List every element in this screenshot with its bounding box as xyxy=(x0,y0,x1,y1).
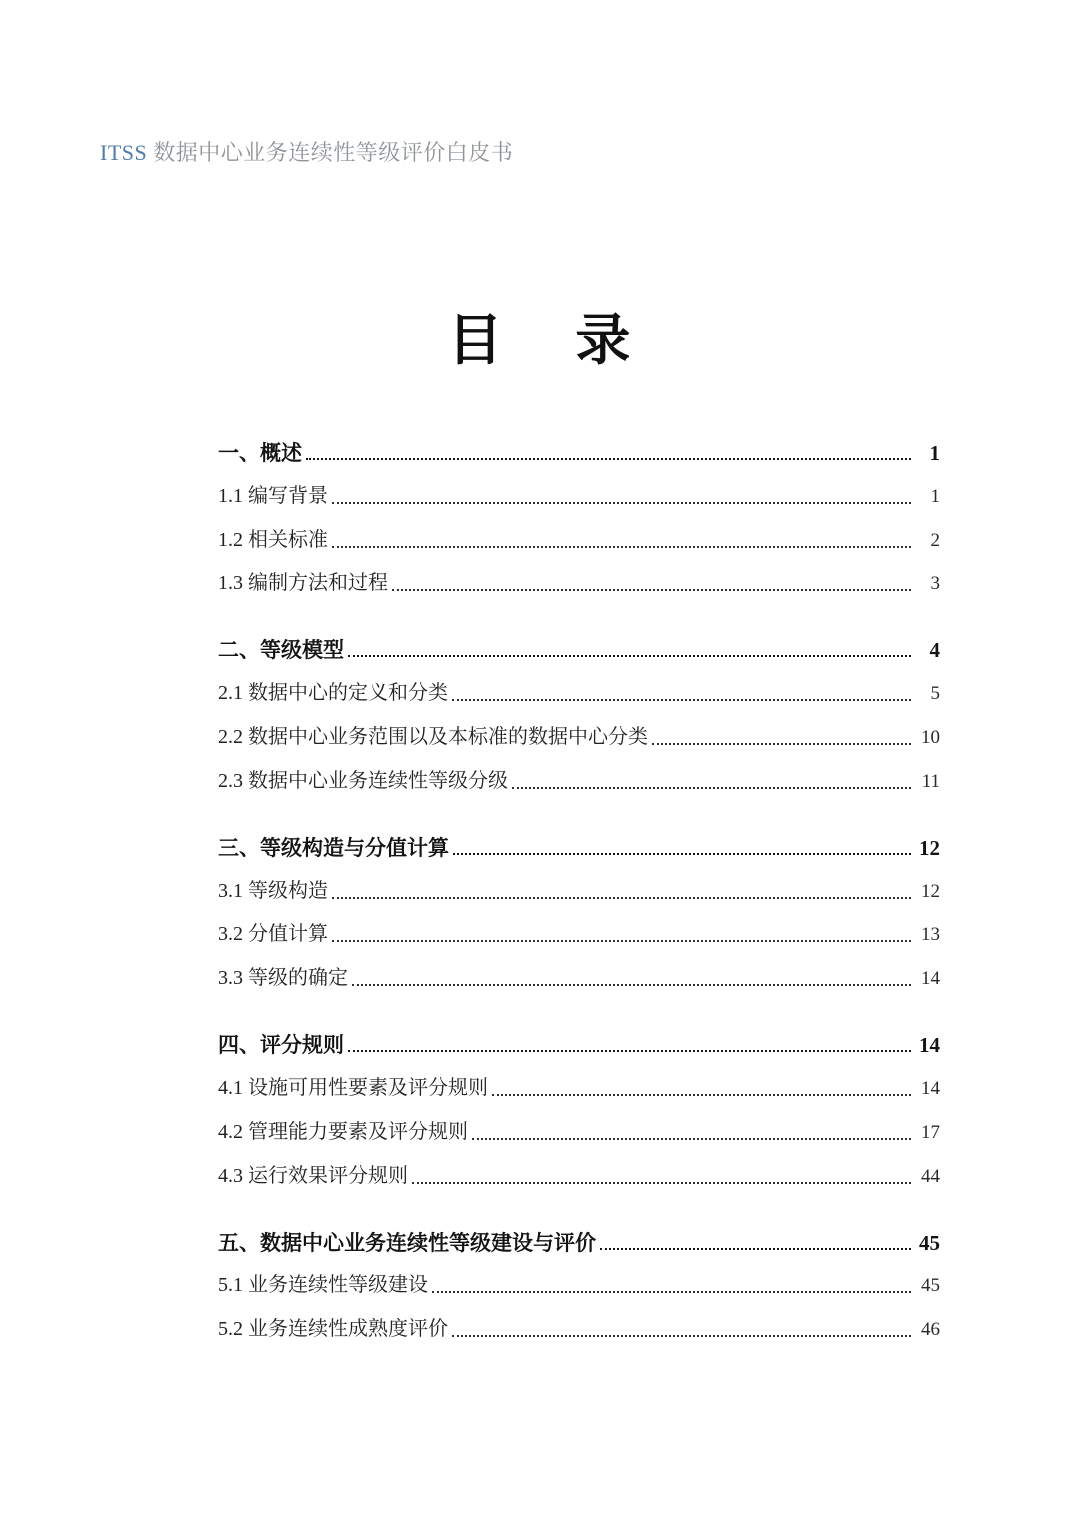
toc-entry-page: 44 xyxy=(921,1165,940,1187)
toc-entry-label: 3.1 等级构造 xyxy=(218,879,328,902)
toc-item-row xyxy=(218,1273,940,1298)
toc-entry-label: 4.1 设施可用性要素及评分规则 xyxy=(218,1076,488,1099)
toc-entry-page: 1 xyxy=(930,485,940,507)
toc-entry-label: 2.1 数据中心的定义和分类 xyxy=(218,682,448,705)
dot-leader xyxy=(472,1138,911,1140)
toc-entry-page: 10 xyxy=(921,726,940,748)
dot-leader xyxy=(332,502,911,504)
toc-entry-label: 一、概述 xyxy=(218,441,302,465)
toc-entry-label: 5.2 业务连续性成熟度评价 xyxy=(218,1318,448,1341)
dot-leader xyxy=(452,699,911,701)
toc-entry-label: 3.3 等级的确定 xyxy=(218,967,348,990)
running-header xyxy=(100,136,513,167)
toc-entry-label: 二、等级模型 xyxy=(218,638,344,663)
toc-section-row xyxy=(218,441,940,465)
toc-item-row xyxy=(218,1120,940,1145)
toc-entry-page: 12 xyxy=(921,880,940,902)
dot-leader xyxy=(412,1182,911,1184)
dot-leader xyxy=(306,458,911,460)
toc-entry-page: 2 xyxy=(930,529,940,551)
table-of-contents xyxy=(218,441,940,1361)
toc-entry-page: 14 xyxy=(921,968,940,990)
toc-item-row xyxy=(218,966,940,991)
toc-entry-page: 13 xyxy=(921,924,940,946)
toc-entry-label: 5.1 业务连续性等级建设 xyxy=(218,1274,428,1297)
toc-item-row xyxy=(218,1317,940,1342)
dot-leader xyxy=(452,1335,911,1337)
dot-leader xyxy=(432,1291,911,1293)
dot-leader xyxy=(652,743,911,745)
toc-item-row xyxy=(218,922,940,947)
toc-entry-page: 5 xyxy=(930,683,940,705)
toc-item-row xyxy=(218,879,940,904)
dot-leader xyxy=(453,853,911,855)
dot-leader xyxy=(332,940,911,942)
document-title-text: 数据中心业务连续性等级评价白皮书 xyxy=(153,140,514,165)
toc-entry-label: 三、等级构造与分值计算 xyxy=(218,835,449,860)
toc-entry-page: 46 xyxy=(921,1319,940,1341)
toc-entry-label: 2.3 数据中心业务连续性等级分级 xyxy=(218,769,508,792)
dot-leader xyxy=(332,897,911,899)
toc-entry-label: 3.2 分值计算 xyxy=(218,923,328,946)
dot-leader xyxy=(348,655,911,657)
toc-section-row xyxy=(218,1033,940,1057)
toc-item-row xyxy=(218,681,940,706)
toc-entry-page: 4 xyxy=(929,638,940,663)
toc-section-row xyxy=(218,638,940,662)
toc-item-row xyxy=(218,1164,940,1189)
toc-entry-page: 14 xyxy=(919,1033,940,1058)
dot-leader xyxy=(492,1094,911,1096)
toc-item-row xyxy=(218,725,940,750)
toc-entry-label: 五、数据中心业务连续性等级建设与评价 xyxy=(218,1230,596,1255)
toc-entry-page: 11 xyxy=(921,770,940,792)
page-title: 目 录 xyxy=(447,310,633,371)
toc-entry-label: 4.3 运行效果评分规则 xyxy=(218,1164,408,1187)
toc-entry-label: 2.2 数据中心业务范围以及本标准的数据中心分类 xyxy=(218,725,648,748)
dot-leader xyxy=(512,787,911,789)
dot-leader xyxy=(352,984,911,986)
toc-entry-label: 1.3 编制方法和过程 xyxy=(218,572,388,595)
toc-item-row xyxy=(218,1076,940,1101)
dot-leader xyxy=(332,546,911,548)
toc-section-row xyxy=(218,1231,940,1255)
toc-section-row xyxy=(218,836,940,860)
toc-entry-page: 14 xyxy=(921,1077,940,1099)
toc-item-row xyxy=(218,484,940,509)
toc-entry-page: 45 xyxy=(919,1230,940,1255)
toc-entry-page: 1 xyxy=(929,441,940,465)
toc-entry-label: 四、评分规则 xyxy=(218,1033,344,1058)
toc-entry-page: 3 xyxy=(930,573,940,595)
toc-entry-page: 12 xyxy=(919,835,940,860)
toc-entry-label: 4.2 管理能力要素及评分规则 xyxy=(218,1120,468,1143)
toc-item-row xyxy=(218,769,940,794)
toc-entry-label: 1.2 相关标准 xyxy=(218,528,328,551)
toc-item-row xyxy=(218,571,940,596)
dot-leader xyxy=(392,589,911,591)
dot-leader xyxy=(348,1050,911,1052)
toc-entry-label: 1.1 编写背景 xyxy=(218,484,328,507)
toc-item-row xyxy=(218,528,940,553)
itss-brand-text: ITSS xyxy=(100,140,148,165)
toc-entry-page: 17 xyxy=(921,1121,940,1143)
toc-entry-page: 45 xyxy=(921,1275,940,1297)
dot-leader xyxy=(600,1248,911,1250)
